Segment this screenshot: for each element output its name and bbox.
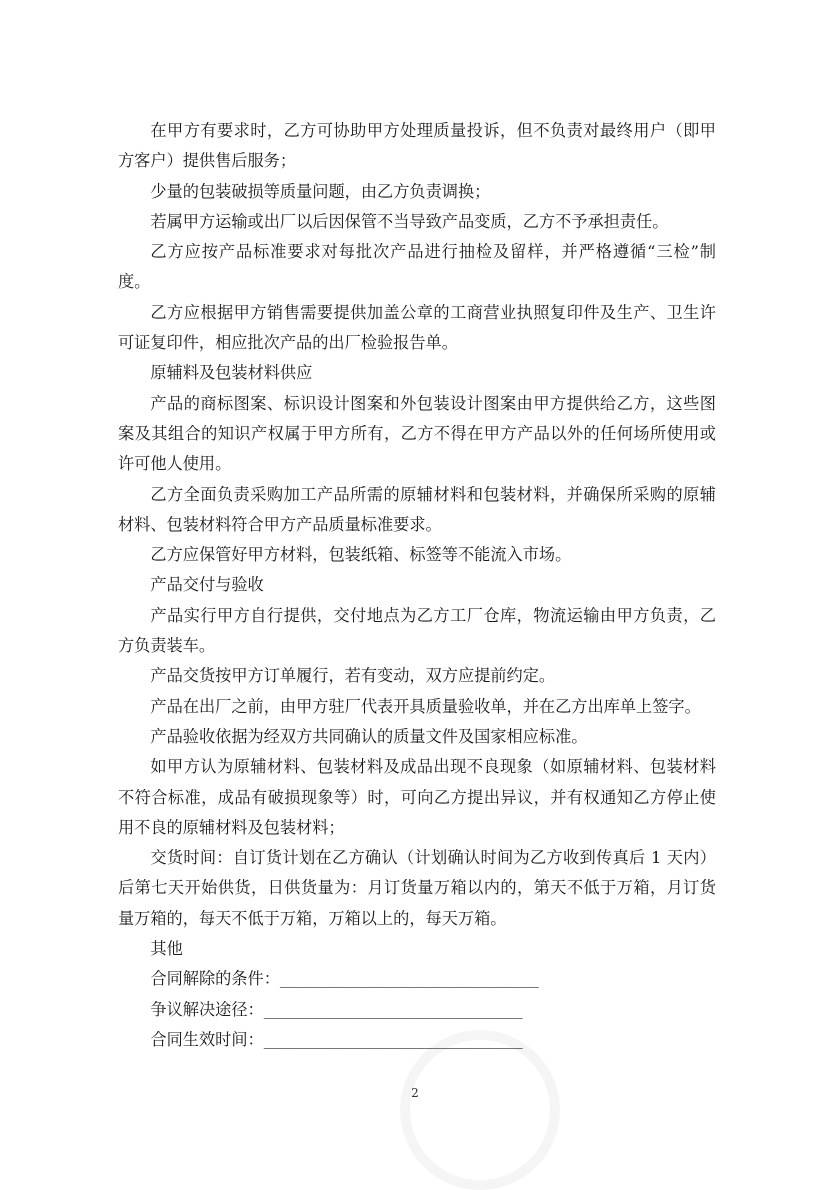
document-body [118,116,716,1055]
paragraph-objection: 如甲方认为原辅材料、包装材料及成品出现不良现象（如原辅材料、包装材料不符合标准，成品有破损现象等）时，可向乙方提出异议，并有权通知乙方停止使用不良的原辅材料及包装材料； [118,757,716,837]
paragraph-ip-rights: 产品的商标图案、标识设计图案和外包装设计图案由甲方提供给乙方，这些图案及其组合的知识产权属于甲方所有，乙方不得在甲方产品以外的任何场所使用或许可他人使用。 [118,393,716,474]
section-heading-other: 其他 [150,939,183,959]
paragraph-material-custody: 乙方应保管好甲方材料，包装纸箱、标签等不能流入市场。 [150,545,572,565]
paragraph-procurement: 乙方全面负责采购加工产品所需的原辅材料和包装材料，并确保所采购的原辅材料、包装材料符合甲方产品质量标准要求。 [118,484,716,534]
paragraph-licenses: 乙方应根据甲方销售需要提供加盖公章的工商营业执照复印件及生产、卫生许可证复印件，相应批次产品的出厂检验报告单。 [118,302,716,353]
paragraph-order-fulfillment: 产品交货按甲方订单履行，若有变动，双方应提前约定。 [150,666,556,686]
paragraph-quality-complaint: 在甲方有要求时，乙方可协助甲方处理质量投诉，但不负责对最终用户（即甲方客户）提供售后服务； [118,121,716,171]
section-heading-materials: 原辅料及包装材料供应 [150,363,313,383]
field-effective-date: 合同生效时间：________________________________ [150,1029,523,1049]
paragraph-transport-liability: 若属甲方运输或出厂以后因保管不当导致产品变质，乙方不予承担责任。 [150,211,669,231]
paragraph-acceptance-basis: 产品验收依据为经双方共同确认的质量文件及国家相应标准。 [150,726,588,746]
paragraph-factory-acceptance: 产品在出厂之前，由甲方驻厂代表开具质量验收单，并在乙方出库单上签字。 [150,696,701,716]
paragraph-delivery-time: 交货时间：自订货计划在乙方确认（计划确认时间为乙方收到传真后 1 天内）后第七天开始供货，日供货量为：月订货量万箱以内的，第天不低于万箱，月订货量万箱的，每天不低于万箱，万箱以上的，每天万箱。 [118,848,716,928]
paragraph-delivery-location: 产品实行甲方自行提供，交付地点为乙方工厂仓库，物流运输由甲方负责，乙方负责装车。 [118,605,716,656]
field-termination-conditions: 合同解除的条件：________________________________ [150,969,539,989]
paragraph-packaging-damage: 少量的包装破损等质量问题，由乙方负责调换； [150,181,491,201]
page-number: 2 [411,1086,419,1100]
paragraph-sampling: 乙方应按产品标准要求对每批次产品进行抽检及留样，并严格遵循“三检”制度。 [118,242,716,292]
field-dispute-resolution: 争议解决途径：________________________________ [150,999,523,1019]
section-heading-delivery: 产品交付与验收 [150,575,264,595]
